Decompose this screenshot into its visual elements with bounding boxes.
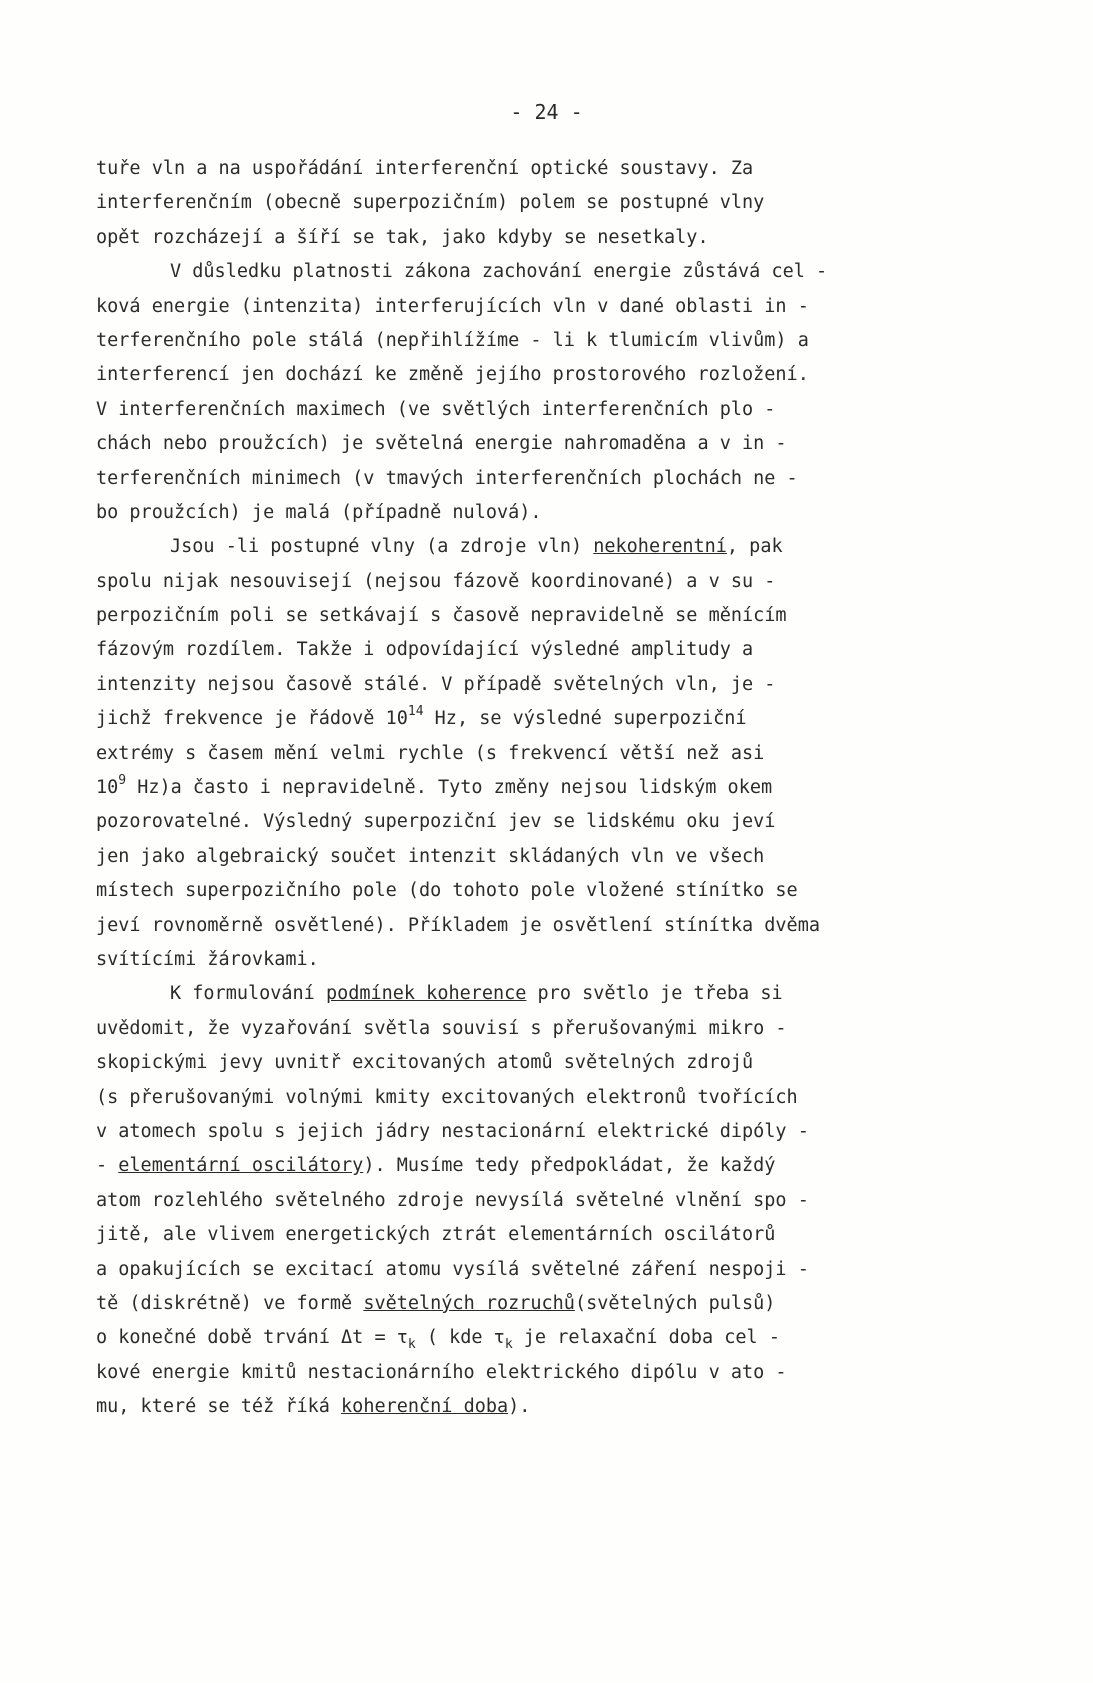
page-number: - 24 - bbox=[510, 100, 583, 124]
text-line: uvědomit, že vyzařování světla souvisí s přerušovanými mikro - bbox=[96, 1017, 787, 1039]
subscript: k bbox=[504, 1337, 513, 1353]
text-line: terferenčního pole stálá (nepřihlížíme - li k tlumicím vlivům) a bbox=[96, 329, 809, 351]
term-koherencni-doba: koherenční doba bbox=[341, 1396, 509, 1418]
text-line: skopickými jevy uvnitř excitovaných atomů světelných zdrojů bbox=[96, 1052, 754, 1074]
text-line: extrémy s časem mění velmi rychle (s frekvencí větší než asi bbox=[96, 742, 765, 764]
exponent: 9 bbox=[118, 773, 127, 789]
text-line: místech superpozičního pole (do tohoto pole vložené stínítko se bbox=[96, 880, 798, 902]
text-line: tě (diskrétně) ve formě světelných rozruchů(světelných pulsů) bbox=[96, 1292, 776, 1314]
text-line: interferencí jen dochází ke změně jejího prostorového rozložení. bbox=[96, 364, 809, 386]
text-line: terferenčních minimech (v tmavých interferenčních plochách ne - bbox=[96, 467, 798, 489]
text-line: V důsledku platnosti zákona zachování energie zůstává cel - bbox=[170, 261, 828, 283]
term-svetelne-rozruchy: světelných rozruchů bbox=[363, 1292, 575, 1314]
term-podminky-koherence: podmínek koherence bbox=[325, 983, 527, 1005]
text-line: - elementární oscilátory). Musíme tedy předpokládat, že každý bbox=[96, 1155, 776, 1177]
term-nekoherentni: nekoherentní bbox=[593, 536, 727, 558]
text-line: jichž frekvence je řádově $10^{14}$ Hz, se výsledné superpoziční bbox=[96, 704, 747, 730]
text-line: interferenčním (obecně superpozičním) polem se postupné vlny bbox=[96, 192, 765, 214]
term-elementarni-oscilatory: elementární oscilátory bbox=[118, 1155, 364, 1177]
subscript: k bbox=[407, 1337, 416, 1353]
text-line: jitě, ale vlivem energetických ztrát elementárních oscilátorů bbox=[96, 1224, 776, 1246]
text-line: intenzity nejsou časově stálé. V případě světelných vln, je - bbox=[96, 673, 776, 695]
text-line: spolu nijak nesouvisejí (nejsou fázově koordinované) a v su - bbox=[96, 570, 776, 592]
text-line: perpozičním poli se setkávají s časově nepravidelně se měnícím bbox=[96, 605, 787, 627]
text-line: Jsou -li postupné vlny (a zdroje vln) nekoherentní, pak bbox=[170, 536, 783, 558]
text-line: jen jako algebraický součet intenzit skládaných vln ve všech bbox=[96, 845, 765, 867]
text-line: V interferenčních maximech (ve světlých interferenčních plo - bbox=[96, 398, 776, 420]
text-line: svítícími žárovkami. bbox=[96, 948, 319, 970]
body-text bbox=[96, 152, 1071, 1424]
text-line: tuře vln a na uspořádání interferenční optické soustavy. Za bbox=[96, 158, 754, 179]
text-line: jeví rovnoměrně osvětlené). Příkladem je osvětlení stínítka dvěma bbox=[96, 914, 820, 936]
text-line: (s přerušovanými volnými kmity excitovaných elektronů tvořících bbox=[96, 1086, 798, 1108]
exponent: 14 bbox=[407, 704, 424, 720]
text-line: $10^9$ Hz)a často i nepravidelně. Tyto změny nejsou lidským okem bbox=[96, 773, 773, 799]
text-line: o konečné době trvání $\Delta t = \tau_k$ ( kde $\tau_k$ je relaxační doba cel - bbox=[96, 1327, 780, 1353]
text-line: pozorovatelné. Výsledný superpoziční jev se lidskému oku jeví bbox=[96, 811, 776, 833]
text-line: chách nebo proužcích) je světelná energie nahromaděna a v in - bbox=[96, 433, 787, 455]
text-line: mu, které se též říká koherenční doba). bbox=[96, 1396, 531, 1418]
text-line: fázovým rozdílem. Takže i odpovídající výsledné amplitudy a bbox=[96, 639, 754, 661]
text-line: K formulování podmínek koherence pro světlo je třeba si bbox=[170, 983, 783, 1005]
text-line: ková energie (intenzita) interferujících vln v dané oblasti in - bbox=[96, 295, 809, 317]
text-line: a opakujících se excitací atomu vysílá světelné záření nespoji - bbox=[96, 1258, 809, 1280]
text-line: kové energie kmitů nestacionárního elektrického dipólu v ato - bbox=[96, 1361, 787, 1383]
text-line: v atomech spolu s jejich jádry nestacionární elektrické dipóly - bbox=[96, 1120, 809, 1142]
text-line: atom rozlehlého světelného zdroje nevysílá světelné vlnění spo - bbox=[96, 1189, 809, 1211]
text-line: opět rozcházejí a šíří se tak, jako kdyby se nesetkaly. bbox=[96, 226, 709, 248]
text-line: bo proužcích) je malá (případně nulová). bbox=[96, 501, 542, 523]
